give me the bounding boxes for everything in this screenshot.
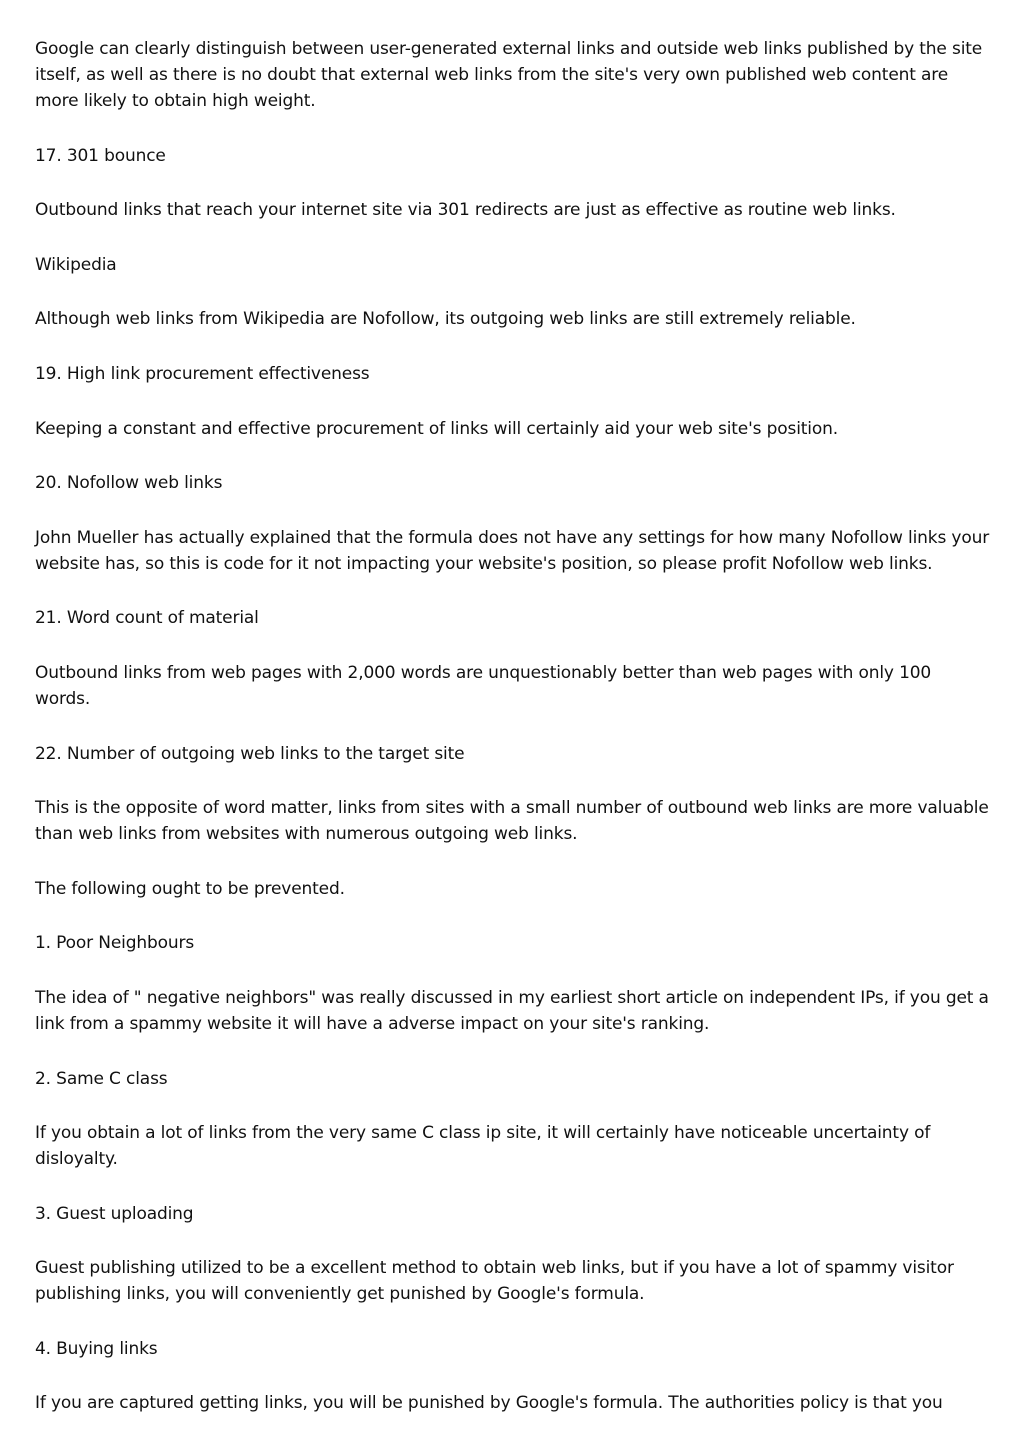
- heading-guest-uploading: 3. Guest uploading: [35, 1203, 194, 1224]
- paragraph-word-count: Outbound links from web pages with 2,000 words are unquestionably better than web pages with only 100 words.: [35, 662, 932, 709]
- heading-same-c-class: 2. Same C class: [35, 1068, 168, 1089]
- document-page: [35, 36, 990, 1445]
- paragraph-same-c-class: If you obtain a lot of links from the very same C class ip site, it will certainly have noticeable uncertainty of disloyalty.: [35, 1123, 931, 1170]
- paragraph-prevented: The following ought to be prevented.: [35, 878, 345, 899]
- paragraph-wikipedia: Although web links from Wikipedia are Nofollow, its outgoing web links are still extremely reliable.: [35, 309, 856, 330]
- paragraph-outgoing-links: This is the opposite of word matter, links from sites with a small number of outbound web links are more valuable than web links from websites with numerous outgoing web links.: [35, 798, 989, 845]
- heading-outgoing-links: 22. Number of outgoing web links to the target site: [35, 743, 465, 764]
- heading-word-count: 21. Word count of material: [35, 608, 259, 629]
- paragraph-301-bounce: Outbound links that reach your internet site via 301 redirects are just as effective as routine web links.: [35, 200, 896, 221]
- heading-buying-links: 4. Buying links: [35, 1338, 158, 1359]
- heading-nofollow-links: 20. Nofollow web links: [35, 473, 223, 494]
- heading-301-bounce: 17. 301 bounce: [35, 145, 166, 166]
- paragraph-guest-uploading: Guest publishing utilized to be a excellent method to obtain web links, but if you have a lot of spammy visitor publishing links, you will conveniently get punished by Google's formula.: [35, 1258, 954, 1305]
- paragraph-link-procurement: Keeping a constant and effective procurement of links will certainly aid your web site's position.: [35, 418, 838, 439]
- paragraph-poor-neighbours: The idea of " negative neighbors" was really discussed in my earliest short article on independent IPs, if you get a link from a spammy website it will have a adverse impact on your site's ranking.: [35, 987, 989, 1034]
- heading-poor-neighbours: 1. Poor Neighbours: [35, 933, 195, 954]
- heading-link-procurement: 19. High link procurement effectiveness: [35, 363, 370, 384]
- paragraph-buying-links: If you are captured getting links, you will be punished by Google's formula. The authorities policy is that you: [35, 1393, 943, 1414]
- heading-wikipedia: Wikipedia: [35, 254, 117, 275]
- paragraph-intro: Google can clearly distinguish between user-generated external links and outside web links published by the site itself, as well as there is no doubt that external web links from the site's very own published web content are more likely to obtain high weight.: [35, 39, 983, 111]
- paragraph-nofollow-links: John Mueller has actually explained that the formula does not have any settings for how many Nofollow links your website has, so this is code for it not impacting your website's position, so please profit Nofollow web links.: [35, 527, 990, 574]
